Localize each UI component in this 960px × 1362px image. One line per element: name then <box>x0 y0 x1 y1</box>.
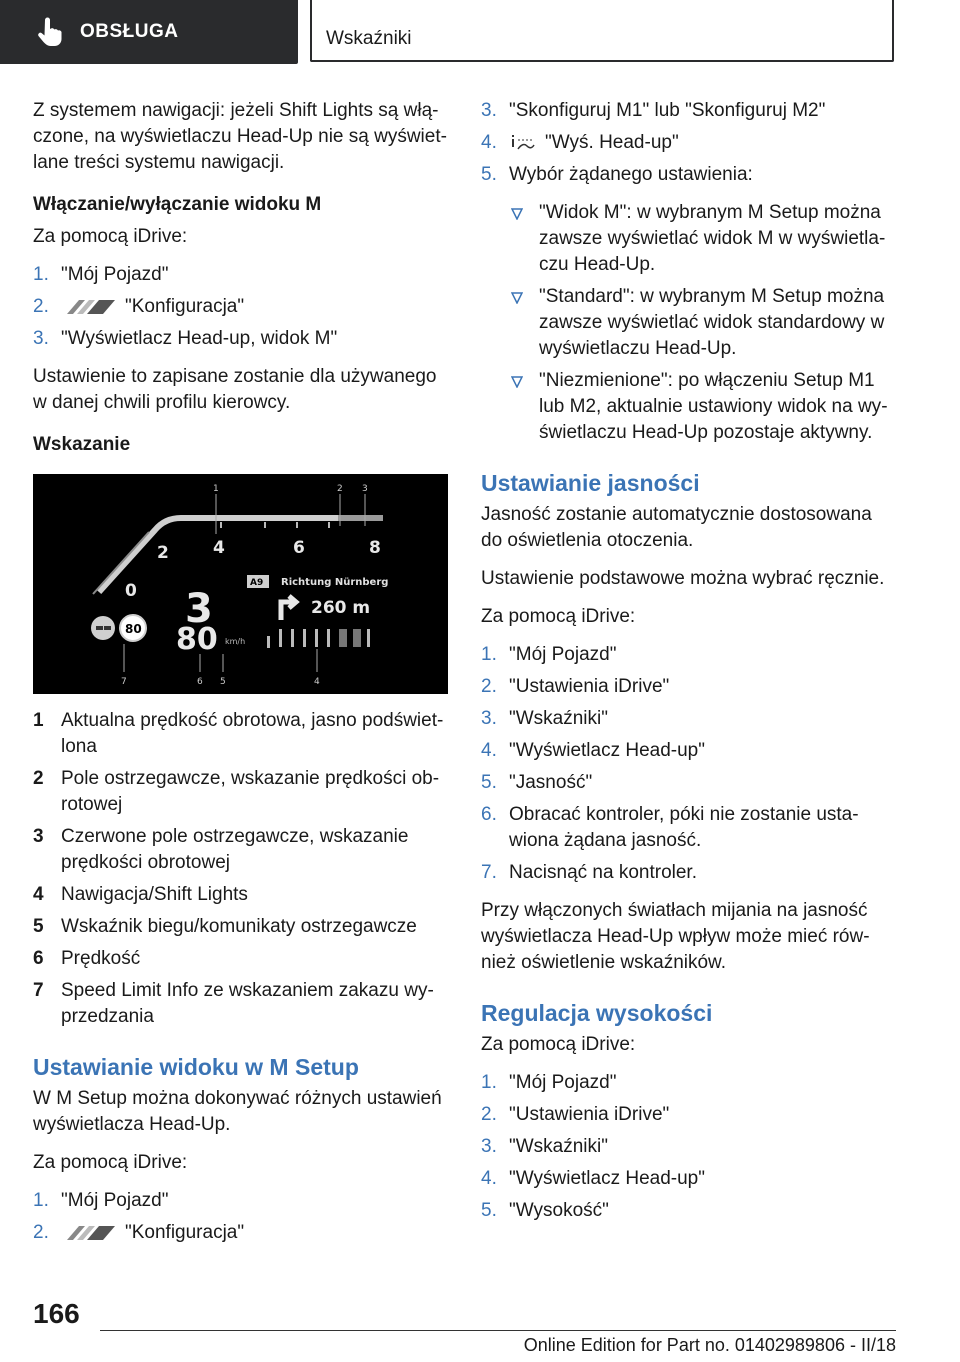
height-steps <box>481 1070 896 1224</box>
list-item: 2. "Ustawienia iDrive" <box>481 676 670 697</box>
legend-item: 7 Speed Limit Info ze wskazaniem zakazu wyprzedzania <box>33 980 434 1027</box>
brightness-p2: Ustawienie podstawowe można wybrać ręcznie. <box>481 568 885 589</box>
options-list <box>481 200 896 446</box>
toggle-heading: Włączanie/wyłączanie widoku M <box>33 194 322 215</box>
speed-value: 80 <box>176 622 218 657</box>
list-item: 3. "Skonfiguruj M1" lub "Skonfiguruj M2" <box>481 100 826 121</box>
footer-rule <box>100 1330 896 1331</box>
setup-via: Za pomocą iDrive: <box>33 1152 188 1173</box>
triangle-bullet-icon <box>511 376 523 388</box>
callout-label: 5 <box>220 677 226 687</box>
setup-steps-continued <box>481 98 896 188</box>
gear-indicator: 3 <box>185 586 213 632</box>
tach-number: 2 <box>157 543 169 563</box>
height-via: Za pomocą iDrive: <box>481 1034 636 1055</box>
display-heading: Wskazanie <box>33 434 131 455</box>
legend-item: 4 Nawigacja/Shift Lights <box>33 884 248 905</box>
callout-label: 1 <box>213 484 219 494</box>
callout-label: 3 <box>362 484 368 494</box>
legend-item: 6 Prędkość <box>33 948 141 969</box>
head-up-display-figure <box>33 474 448 694</box>
list-item: 1. "Mój Pojazd" <box>481 1072 617 1093</box>
tach-number: 6 <box>293 538 305 558</box>
brightness-p1: Jasność zostanie automatycznie dostosowana do oświetlenia otoczenia. <box>481 504 872 551</box>
option-item: "Standard": w wybranym M Setup można zawsze wyświetlać widok standardowy w wyświetlaczu Head-Up. <box>481 284 896 362</box>
edition-note: Online Edition for Part no. 01402989806 - II/18 <box>523 1335 896 1355</box>
m-stripes-icon <box>61 1226 117 1240</box>
list-item: 4. "Wyświetlacz Head-up" <box>481 1168 705 1189</box>
figure-legend <box>33 708 448 1030</box>
list-item: 3. "Wskaźniki" <box>481 1136 608 1157</box>
option-item: "Niezmienione": po włączeniu Setup M1 lub M2, aktualnie ustawiony widok na wyświetlaczu Head-Up pozostaje aktywny. <box>481 368 896 446</box>
tach-number: 0 <box>125 581 137 601</box>
road-name: Richtung Nürnberg <box>281 577 389 588</box>
section-label: OBSŁUGA <box>80 21 179 42</box>
legend-item: 5 Wskaźnik biegu/komunikaty ostrzegawcze <box>33 916 417 937</box>
brightness-note: Przy włączonych światłach mijania na jasność wyświetlacza Head-Up wpływ może mieć również oświetlenie wskaźników. <box>481 900 870 973</box>
speed-limit-value: 80 <box>125 622 142 636</box>
brightness-via: Za pomocą iDrive: <box>481 606 636 627</box>
speed-unit: km/h <box>225 637 246 646</box>
list-item: 4. "Wyś. Head-up" <box>481 132 679 153</box>
list-item: 3. "Wyświetlacz Head-up, widok M" <box>33 328 338 349</box>
list-item: 2. "Ustawienia iDrive" <box>481 1104 670 1125</box>
svg-text:A9: A9 <box>250 578 264 588</box>
hand-pointer-icon <box>36 17 64 47</box>
chapter-title: Wskaźniki <box>326 28 412 49</box>
toggle-note: Ustawienie to zapisane zostanie dla używanego w danej chwili profilu kierowcy. <box>33 366 437 413</box>
list-item: 1. "Mój Pojazd" <box>33 1190 169 1211</box>
callout-label: 6 <box>197 677 203 687</box>
list-item: 1. "Mój Pojazd" <box>33 264 169 285</box>
setup-intro: W M Setup można dokonywać różnych ustawień wyświetlacza Head-Up. <box>33 1088 442 1135</box>
legend-item: 2 Pole ostrzegawcze, wskazanie prędkości obrotowej <box>33 768 440 815</box>
list-item: 7. Nacisnąć na kontroler. <box>481 862 697 883</box>
hud-settings-icon <box>509 134 537 152</box>
setup-heading: Ustawianie widoku w M Setup <box>33 1054 359 1080</box>
list-item: 1. "Mój Pojazd" <box>481 644 617 665</box>
tach-number: 8 <box>369 538 381 558</box>
height-heading: Regulacja wysokości <box>481 1000 713 1026</box>
toggle-steps <box>33 262 448 352</box>
section-tab <box>0 0 298 64</box>
list-item: 2. "Konfiguracja" <box>33 1222 245 1243</box>
list-item: 5. "Wysokość" <box>481 1200 609 1221</box>
tach-number: 4 <box>213 538 225 558</box>
legend-item: 1 Aktualna prędkość obrotowa, jasno podświetlona <box>33 710 444 757</box>
intro-paragraph: Z systemem nawigacji: jeżeli Shift Lights są włączone, na wyświetlaczu Head-Up nie są wyświetlane treści systemu nawigacji. <box>33 100 447 173</box>
list-item: 5. "Jasność" <box>481 772 593 793</box>
callout-label: 4 <box>314 677 320 687</box>
triangle-bullet-icon <box>511 292 523 304</box>
m-stripes-icon <box>61 300 117 314</box>
callout-label: 2 <box>337 484 343 494</box>
legend-item: 3 Czerwone pole ostrzegawcze, wskazanie prędkości obrotowej <box>33 826 409 873</box>
triangle-bullet-icon <box>511 208 523 220</box>
callout-label: 7 <box>121 677 127 687</box>
page-number: 166 <box>33 1298 80 1329</box>
list-item: 2. "Konfiguracja" <box>33 296 245 317</box>
chapter-header <box>310 0 894 62</box>
right-column <box>481 98 896 1236</box>
brightness-heading: Ustawianie jasności <box>481 470 700 496</box>
toggle-via: Za pomocą iDrive: <box>33 226 188 247</box>
setup-steps <box>33 1188 448 1246</box>
list-item: 4. "Wyświetlacz Head-up" <box>481 740 705 761</box>
nav-distance: 260 m <box>311 598 371 618</box>
list-item: 3. "Wskaźniki" <box>481 708 608 729</box>
left-column <box>33 98 448 1258</box>
brightness-steps <box>481 642 896 886</box>
option-item: "Widok M": w wybranym M Setup można zawsze wyświetlać widok M w wyświetlaczu Head-Up. <box>481 200 896 278</box>
list-item: 5. Wybór żądanego ustawienia: <box>481 164 753 185</box>
list-item: 6. Obracać kontroler, póki nie zostanie ustawiona żądana jasność. <box>481 804 859 851</box>
